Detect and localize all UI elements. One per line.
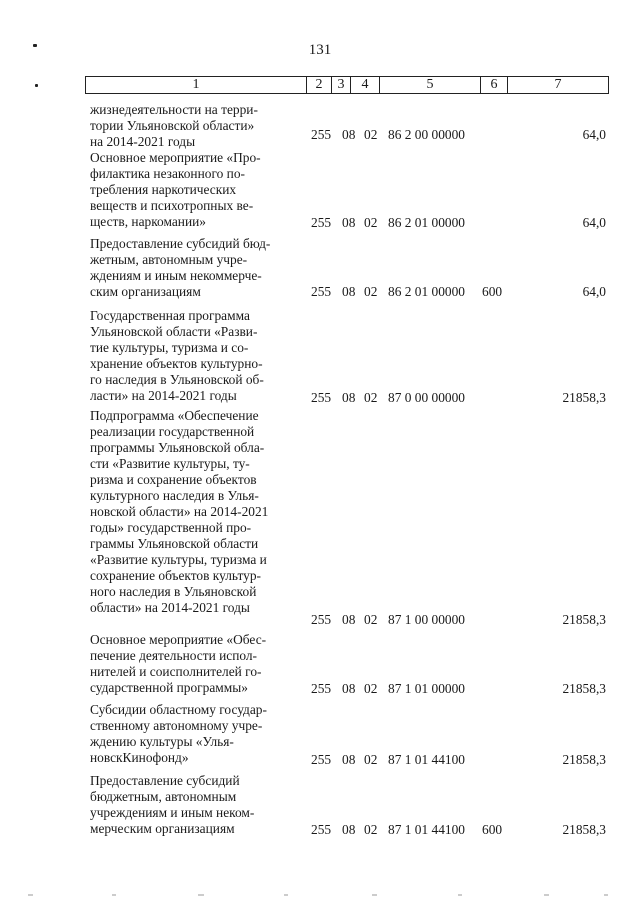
cell-rz: 08 bbox=[342, 127, 356, 142]
cell-csr: 87 1 01 44100 bbox=[388, 752, 465, 767]
cell-gp: 255 bbox=[311, 284, 332, 299]
cell-sum: 64,0 bbox=[582, 215, 606, 230]
cell-vr: 600 bbox=[482, 822, 503, 837]
cell-pr: 02 bbox=[364, 822, 378, 837]
cell-pr: 02 bbox=[364, 752, 378, 767]
row-description: Предоставление субсидий бюджетным, автономным учреждениям и иным неком- мерческим организациям bbox=[90, 773, 255, 836]
cell-pr: 02 bbox=[364, 390, 378, 405]
cell-csr: 86 2 00 00000 bbox=[388, 127, 465, 142]
cell-rz: 08 bbox=[342, 822, 356, 837]
cell-vr: 600 bbox=[482, 284, 503, 299]
cell-rz: 08 bbox=[342, 390, 356, 405]
cell-pr: 02 bbox=[364, 284, 378, 299]
cell-pr: 02 bbox=[364, 215, 378, 230]
cell-csr: 86 2 01 00000 bbox=[388, 215, 465, 230]
cell-rz: 08 bbox=[342, 215, 356, 230]
cell-rz: 08 bbox=[342, 681, 356, 696]
row-description: Основное мероприятие «Обес- печение деятельности испол- нителей и соисполнителей го- сударственной программы» bbox=[90, 632, 267, 695]
cell-sum: 21858,3 bbox=[562, 681, 606, 696]
cell-csr: 87 1 00 00000 bbox=[388, 612, 465, 627]
header-cell-4: 4 bbox=[350, 76, 380, 94]
cell-pr: 02 bbox=[364, 681, 378, 696]
cell-sum: 21858,3 bbox=[562, 752, 606, 767]
row-description: Субсидии областному государ- ственному автономному учре- ждению культуры «Улья- новскКинофонд» bbox=[90, 702, 267, 765]
row-description: Государственная программа Ульяновской области «Разви- тие культуры, туризма и со- хранение объектов культурно- го наследия в Ульяновской об- ласти» на 2014-2021 годы bbox=[90, 308, 264, 403]
cell-csr: 87 1 01 44100 bbox=[388, 822, 465, 837]
row-description: Основное мероприятие «Про- филактика незаконного по- требления наркотических веществ и психотропных ве- ществ, наркомании» bbox=[90, 150, 261, 229]
cell-gp: 255 bbox=[311, 822, 332, 837]
header-cell-7: 7 bbox=[507, 76, 609, 94]
page-number: 131 bbox=[308, 42, 332, 58]
header-cell-3: 3 bbox=[331, 76, 351, 94]
row-description: Подпрограмма «Обеспечение реализации государственной программы Ульяновской обла- сти «Развитие культуры, ту- ризма и сохранение объектов культурного наследия в Улья- новской области» на 2014-2021 годы» государственной про- граммы Ульяновской области «Развитие культуры, туризма и сохранение объектов культур- ного наследия в Ульяновской области» на 2014-2021 годы bbox=[90, 408, 269, 615]
cell-rz: 08 bbox=[342, 612, 356, 627]
scan-dot bbox=[33, 44, 37, 47]
cell-gp: 255 bbox=[311, 215, 332, 230]
cell-sum: 64,0 bbox=[582, 127, 606, 142]
row-description: жизнедеятельности на терри- тории Ульяновской области» на 2014-2021 годы bbox=[90, 102, 258, 149]
scan-dot bbox=[35, 84, 38, 87]
cell-csr: 87 1 01 00000 bbox=[388, 681, 465, 696]
cell-sum: 21858,3 bbox=[562, 390, 606, 405]
cell-rz: 08 bbox=[342, 752, 356, 767]
cell-sum: 21858,3 bbox=[562, 612, 606, 627]
cell-csr: 86 2 01 00000 bbox=[388, 284, 465, 299]
cell-csr: 87 0 00 00000 bbox=[388, 390, 465, 405]
cell-pr: 02 bbox=[364, 612, 378, 627]
cell-sum: 64,0 bbox=[582, 284, 606, 299]
cell-sum: 21858,3 bbox=[562, 822, 606, 837]
cell-gp: 255 bbox=[311, 612, 332, 627]
cell-gp: 255 bbox=[311, 127, 332, 142]
scan-edge-marks bbox=[0, 893, 640, 897]
cell-rz: 08 bbox=[342, 284, 356, 299]
cell-gp: 255 bbox=[311, 390, 332, 405]
cell-gp: 255 bbox=[311, 681, 332, 696]
cell-gp: 255 bbox=[311, 752, 332, 767]
cell-pr: 02 bbox=[364, 127, 378, 142]
row-description: Предоставление субсидий бюд- жетным, автономным учре- ждениям и иным некоммерче- ским организациям bbox=[90, 236, 271, 299]
header-cell-6: 6 bbox=[480, 76, 508, 94]
header-cell-1: 1 bbox=[85, 76, 307, 94]
header-cell-2: 2 bbox=[306, 76, 332, 94]
header-cell-5: 5 bbox=[379, 76, 481, 94]
